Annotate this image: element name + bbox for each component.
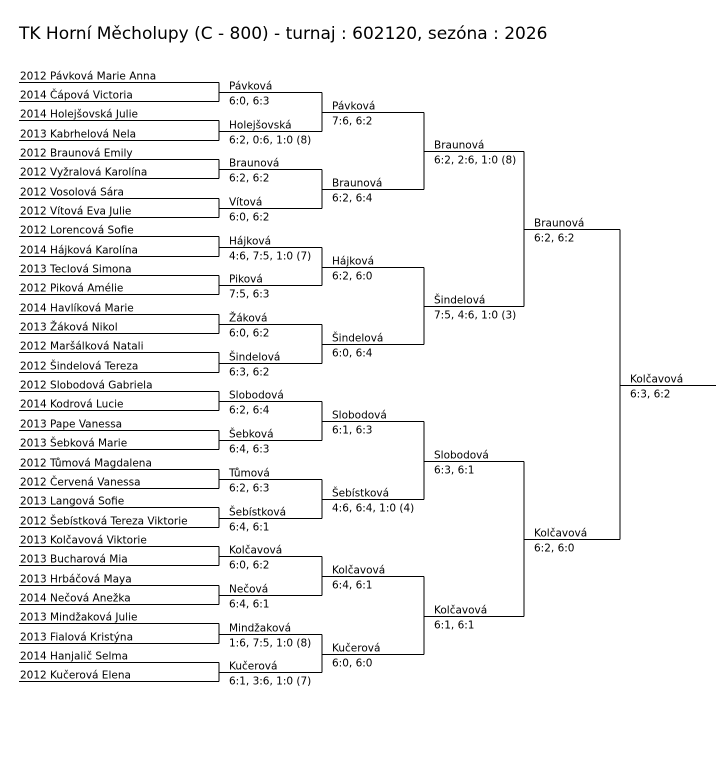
player-name: 2013 Kabrhelová Nela bbox=[20, 128, 137, 141]
winner-name: Kolčavová bbox=[534, 527, 588, 540]
winner-name: Šebková bbox=[229, 428, 274, 441]
winner-name: Kučerová bbox=[229, 660, 278, 673]
winner-name: Šebístková bbox=[332, 487, 390, 500]
match-score: 6:0, 6:4 bbox=[332, 347, 373, 360]
player-name: 2012 Tůmová Magdalena bbox=[20, 457, 152, 470]
player-name: 2012 Lorencová Sofie bbox=[20, 224, 134, 237]
winner-name: Braunová bbox=[534, 217, 585, 230]
winner-name: Slobodová bbox=[332, 409, 387, 422]
player-name: 2012 Vosolová Sára bbox=[20, 186, 124, 199]
player-name: 2012 Červená Vanessa bbox=[20, 476, 141, 489]
winner-name: Šindelová bbox=[229, 351, 281, 364]
match-score: 6:2, 6:3 bbox=[229, 482, 270, 495]
winner-name: Piková bbox=[229, 273, 263, 286]
player-name: 2012 Šebístková Tereza Viktorie bbox=[20, 515, 188, 528]
player-name: 2014 Nečová Anežka bbox=[20, 592, 131, 605]
player-name: 2013 Bucharová Mia bbox=[20, 553, 128, 566]
player-name: 2013 Fialová Kristýna bbox=[20, 631, 134, 644]
winner-name: Šindelová bbox=[332, 332, 384, 345]
player-name: 2012 Šindelová Tereza bbox=[20, 360, 139, 373]
winner-name: Kolčavová bbox=[332, 564, 386, 577]
match-score: 6:0, 6:2 bbox=[229, 211, 270, 224]
match-score: 6:2, 6:0 bbox=[332, 270, 373, 283]
player-name: 2012 Kučerová Elena bbox=[20, 669, 131, 682]
winner-name: Slobodová bbox=[434, 449, 489, 462]
player-name: 2012 Vyžralová Karolína bbox=[20, 166, 148, 179]
player-name: 2014 Hájková Karolína bbox=[20, 244, 138, 257]
match-score: 4:6, 6:4, 1:0 (4) bbox=[332, 502, 415, 515]
match-score: 6:2, 2:6, 1:0 (8) bbox=[434, 154, 517, 167]
player-name: 2013 Šebková Marie bbox=[20, 437, 128, 450]
match-score: 6:4, 6:3 bbox=[229, 443, 270, 456]
match-score: 6:2, 6:2 bbox=[534, 232, 575, 245]
winner-name: Pávková bbox=[332, 100, 376, 113]
match-score: 6:1, 3:6, 1:0 (7) bbox=[229, 675, 312, 688]
match-score: 6:4, 6:1 bbox=[229, 598, 270, 611]
player-name: 2013 Kolčavová Viktorie bbox=[20, 534, 147, 547]
player-name: 2012 Slobodová Gabriela bbox=[20, 379, 153, 392]
winner-name: Kolčavová bbox=[229, 544, 283, 557]
player-name: 2012 Piková Amélie bbox=[20, 282, 124, 295]
player-name: 2014 Hanjalič Selma bbox=[20, 650, 129, 663]
player-name: 2013 Žáková Nikol bbox=[20, 321, 118, 334]
page-title: TK Horní Měcholupy (C - 800) - turnaj : 602120, sezóna : 2026 bbox=[19, 24, 548, 44]
match-score: 6:2, 0:6, 1:0 (8) bbox=[229, 134, 312, 147]
match-score: 6:2, 6:4 bbox=[229, 404, 270, 417]
winner-name: Kolčavová bbox=[434, 604, 488, 617]
winner-name: Mindžaková bbox=[229, 622, 292, 635]
player-name: 2013 Teclová Simona bbox=[20, 263, 132, 276]
winner-name: Šindelová bbox=[434, 294, 486, 307]
winner-name: Tůmová bbox=[229, 467, 270, 480]
winner-name: Žáková bbox=[229, 312, 268, 325]
player-name: 2014 Holejšovská Julie bbox=[20, 108, 138, 121]
match-score: 6:1, 6:1 bbox=[434, 619, 475, 632]
player-name: 2012 Maršálková Natali bbox=[20, 340, 144, 353]
match-score: 6:3, 6:2 bbox=[229, 366, 270, 379]
player-name: 2013 Hrbáčová Maya bbox=[20, 573, 132, 586]
match-score: 6:0, 6:3 bbox=[229, 95, 270, 108]
match-score: 6:4, 6:1 bbox=[229, 521, 270, 534]
winner-name: Holejšovská bbox=[229, 119, 292, 132]
match-score: 6:2, 6:2 bbox=[229, 172, 270, 185]
player-name: 2013 Pape Vanessa bbox=[20, 418, 123, 431]
final-score: 6:3, 6:2 bbox=[630, 388, 671, 401]
match-score: 7:5, 4:6, 1:0 (3) bbox=[434, 309, 517, 322]
match-score: 4:6, 7:5, 1:0 (7) bbox=[229, 250, 312, 263]
player-name: 2012 Pávková Marie Anna bbox=[20, 70, 157, 83]
match-score: 6:2, 6:0 bbox=[534, 542, 575, 555]
player-name: 2012 Vítová Eva Julie bbox=[20, 205, 132, 218]
player-name: 2014 Kodrová Lucie bbox=[20, 398, 124, 411]
winner-name: Kučerová bbox=[332, 642, 381, 655]
match-score: 6:3, 6:1 bbox=[434, 464, 475, 477]
match-score: 1:6, 7:5, 1:0 (8) bbox=[229, 637, 312, 650]
winner-name: Nečová bbox=[229, 583, 269, 596]
winner-name: Hájková bbox=[229, 235, 272, 248]
winner-name: Braunová bbox=[434, 139, 485, 152]
player-name: 2014 Havlíková Marie bbox=[20, 302, 134, 315]
winner-name: Hájková bbox=[332, 255, 375, 268]
champion-name: Kolčavová bbox=[630, 373, 684, 386]
match-score: 6:1, 6:3 bbox=[332, 424, 373, 437]
match-score: 6:4, 6:1 bbox=[332, 579, 373, 592]
match-score: 7:6, 6:2 bbox=[332, 115, 373, 128]
winner-name: Šebístková bbox=[229, 506, 287, 519]
player-name: 2013 Mindžaková Julie bbox=[20, 611, 138, 624]
player-name: 2014 Čápová Victoria bbox=[20, 89, 133, 102]
winner-name: Braunová bbox=[332, 177, 383, 190]
winner-name: Slobodová bbox=[229, 389, 284, 402]
match-score: 6:0, 6:2 bbox=[229, 327, 270, 340]
match-score: 6:0, 6:0 bbox=[332, 657, 373, 670]
winner-name: Pávková bbox=[229, 80, 273, 93]
match-score: 6:2, 6:4 bbox=[332, 192, 373, 205]
match-score: 6:0, 6:2 bbox=[229, 559, 270, 572]
match-score: 7:5, 6:3 bbox=[229, 288, 270, 301]
player-name: 2013 Langová Sofie bbox=[20, 495, 125, 508]
player-name: 2012 Braunová Emily bbox=[20, 147, 133, 160]
winner-name: Vítová bbox=[229, 196, 263, 209]
winner-name: Braunová bbox=[229, 157, 280, 170]
